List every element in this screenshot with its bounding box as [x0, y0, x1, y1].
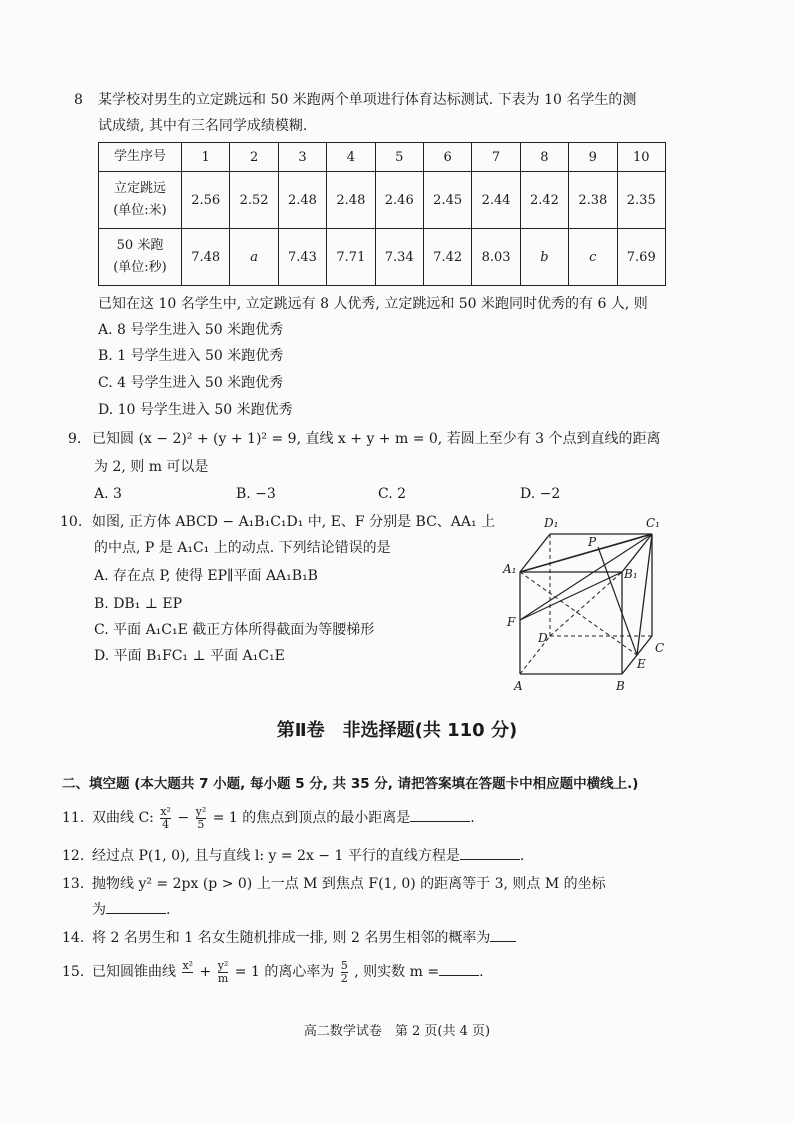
q11-frac-2 — [196, 806, 207, 831]
q11-den2: 5 — [197, 817, 205, 831]
table-cell: 2.45 — [423, 172, 471, 229]
table-cell: b — [520, 229, 568, 286]
table-cell: 3 — [278, 143, 326, 172]
q13-line2: 为 . — [92, 896, 170, 924]
q9-option-a: A. 3 — [94, 486, 122, 502]
fill-blank-header: 二、填空题 (本大题共 7 小题, 每小题 5 分, 共 35 分, 请把答案填在答题卡中相应题中横线上.) — [62, 776, 639, 792]
q14 — [62, 924, 516, 952]
q13-number: 13. — [62, 876, 85, 892]
q8-option-c: C. 4 号学生进入 50 米跑优秀 — [98, 375, 284, 391]
q9-number: 9. — [68, 431, 82, 447]
q10-option-a: A. 存在点 P, 使得 EP∥平面 AA₁B₁B — [94, 568, 318, 584]
q9-stem-line2: 为 2, 则 m 可以是 — [94, 459, 209, 475]
q11-frac-1 — [160, 806, 171, 831]
label-F: F — [507, 615, 516, 629]
q15-den2: m — [217, 971, 229, 985]
row-label-jump-a: 立定跳远 — [113, 181, 166, 196]
q8-text-1: 某学校对男生的立定跳远和 50 米跑两个单项进行体育达标测试. 下表为 10 名学生的测 — [98, 92, 637, 108]
q14-text: 将 2 名男生和 1 名女生随机排成一排, 则 2 名男生相邻的概率为 — [92, 930, 491, 946]
q13-text-1: 抛物线 y² = 2px (p > 0) 上一点 M 到焦点 F(1, 0) 的距离等于 3, 则点 M 的坐标 — [92, 876, 606, 892]
table-cell: 5 — [375, 143, 423, 172]
table-cell: 2.48 — [278, 172, 326, 229]
q11-pre: 双曲线 C: — [92, 810, 154, 826]
q15-den1 — [182, 972, 193, 985]
table-row-run — [99, 229, 666, 286]
q8-stem-line2: 试成绩, 其中有三名同学成绩模糊. — [98, 118, 308, 134]
table-cell: 7.48 — [182, 229, 230, 286]
table-cell: 2.46 — [375, 172, 423, 229]
q10-option-c: C. 平面 A₁C₁E 截正方体所得截面为等腰梯形 — [94, 622, 375, 638]
q8-after-table: 已知在这 10 名学生中, 立定跳远有 8 人优秀, 立定跳远和 50 米跑同时优秀的有 6 人, 则 — [98, 296, 648, 312]
q11-answer-blank — [410, 807, 470, 822]
q15-eden: 2 — [340, 971, 348, 985]
q15-frac-1 — [182, 960, 193, 985]
q9-option-d: D. −2 — [520, 486, 561, 502]
label-B1: B₁ — [624, 567, 638, 581]
q15-pre: 已知圆锥曲线 — [92, 964, 176, 980]
q9-option-c: C. 2 — [378, 486, 407, 502]
q11-post: = 1 的焦点到顶点的最小距离是 — [212, 810, 411, 826]
table-cell: 7.69 — [617, 229, 665, 286]
table-cell: 2.52 — [230, 172, 278, 229]
table-cell: 7 — [472, 143, 520, 172]
table-cell: 8.03 — [472, 229, 520, 286]
score-table — [98, 142, 666, 286]
q11-number: 11. — [62, 810, 85, 826]
table-cell: a — [230, 229, 278, 286]
table-header-label: 学生序号 — [99, 143, 182, 172]
row-label-jump — [99, 172, 182, 229]
q15-enum: 5 — [340, 958, 348, 972]
table-cell: 2.48 — [327, 172, 375, 229]
label-E: E — [637, 657, 646, 671]
table-cell: 7.43 — [278, 229, 326, 286]
q10-stem-line1 — [60, 508, 495, 536]
q15-frac-2 — [218, 960, 229, 985]
q11-num1: x² — [160, 804, 171, 818]
q13-line1 — [62, 870, 606, 898]
label-D: D — [538, 631, 548, 645]
q15-frac-e — [341, 960, 348, 985]
table-cell: 10 — [617, 143, 665, 172]
label-P: P — [588, 535, 597, 549]
label-A: A — [514, 679, 523, 693]
q10-number: 10. — [60, 514, 83, 530]
table-cell: 2.42 — [520, 172, 568, 229]
q15-answer-blank — [439, 961, 479, 976]
q14-answer-blank — [490, 927, 516, 942]
row-label-run-a: 50 米跑 — [116, 238, 164, 253]
table-cell: 2.38 — [569, 172, 617, 229]
q8-option-d: D. 10 号学生进入 50 米跑优秀 — [98, 402, 293, 418]
q15: 15. 已知圆锥曲线 x² + $\frac{\text{y²}}{m}$ = 1 的离心率为 $\frac{5}{2}$ , 则实数 m = . — [62, 958, 484, 985]
label-C1: C₁ — [646, 516, 660, 530]
table-row-jump — [99, 172, 666, 229]
q11: 11. 双曲线 C: $\frac{\text{x²}}{4}$ − $\frac{\text{y²}}{5}$ = 1 的焦点到顶点的最小距离是 . — [62, 804, 475, 831]
table-cell: 7.71 — [327, 229, 375, 286]
table-cell: c — [569, 229, 617, 286]
label-B: B — [616, 679, 625, 693]
table-cell: 9 — [569, 143, 617, 172]
q8-option-a: A. 8 号学生进入 50 米跑优秀 — [98, 322, 284, 338]
q11-den1: 4 — [162, 817, 170, 831]
table-cell: 7.34 — [375, 229, 423, 286]
q9-stem-line1 — [68, 425, 661, 453]
table-cell: 2.44 — [472, 172, 520, 229]
q15-plus: + — [199, 964, 212, 980]
q12-answer-blank — [460, 845, 520, 860]
label-C: C — [655, 641, 665, 655]
table-cell: 8 — [520, 143, 568, 172]
row-label-jump-b: (单位:米) — [113, 203, 167, 218]
q11-num2: y² — [195, 804, 207, 818]
q14-number: 14. — [62, 930, 85, 946]
q12-number: 12. — [62, 848, 85, 864]
q15-num2: y² — [217, 958, 229, 972]
q8-stem-line1 — [74, 86, 636, 114]
row-label-run-b: (单位:秒) — [113, 260, 167, 275]
q15-mid: = 1 的离心率为 — [234, 964, 335, 980]
section-title: 第Ⅱ卷 非选择题(共 110 分) — [276, 720, 518, 741]
q11-minus: − — [177, 810, 190, 826]
label-A1: A₁ — [503, 562, 517, 576]
q9-text-1: 已知圆 (x − 2)² + (y + 1)² = 9, 直线 x + y + m = 0, 若圆上至少有 3 个点到直线的距离 — [92, 431, 661, 447]
label-D1: D₁ — [544, 516, 559, 530]
table-header-row — [99, 143, 666, 172]
table-cell: 6 — [423, 143, 471, 172]
table-cell: 4 — [327, 143, 375, 172]
table-cell: 2.56 — [182, 172, 230, 229]
q12: 12. 经过点 P(1, 0), 且与直线 l: y = 2x − 1 平行的直线方程是 . — [62, 842, 524, 870]
row-label-run — [99, 229, 182, 286]
table-cell: 7.42 — [423, 229, 471, 286]
page-footer: 高二数学试卷 第 2 页(共 4 页) — [303, 1024, 491, 1039]
q10-text-1: 如图, 正方体 ABCD − A₁B₁C₁D₁ 中, E、F 分别是 BC、AA₁ 上 — [92, 514, 496, 530]
q15-post: , 则实数 m = — [354, 964, 440, 980]
q13-answer-blank — [106, 899, 166, 914]
q13-text-2: 为 — [92, 902, 106, 918]
q10-option-d: D. 平面 B₁FC₁ ⊥ 平面 A₁C₁E — [94, 648, 285, 664]
q10-stem-line2: 的中点, P 是 A₁C₁ 上的动点. 下列结论错误的是 — [94, 540, 391, 556]
table-cell: 1 — [182, 143, 230, 172]
table-cell: 2.35 — [617, 172, 665, 229]
q10-option-b: B. DB₁ ⊥ EP — [94, 596, 183, 612]
q12-text: 经过点 P(1, 0), 且与直线 l: y = 2x − 1 平行的直线方程是 — [92, 848, 460, 864]
q15-num1: x² — [182, 958, 194, 972]
q8-number: 8 — [74, 92, 83, 108]
q15-number: 15. — [62, 964, 85, 980]
cube-figure — [500, 510, 680, 695]
table-cell: 2 — [230, 143, 278, 172]
q8-option-b: B. 1 号学生进入 50 米跑优秀 — [98, 348, 284, 364]
q9-option-b: B. −3 — [236, 486, 276, 502]
